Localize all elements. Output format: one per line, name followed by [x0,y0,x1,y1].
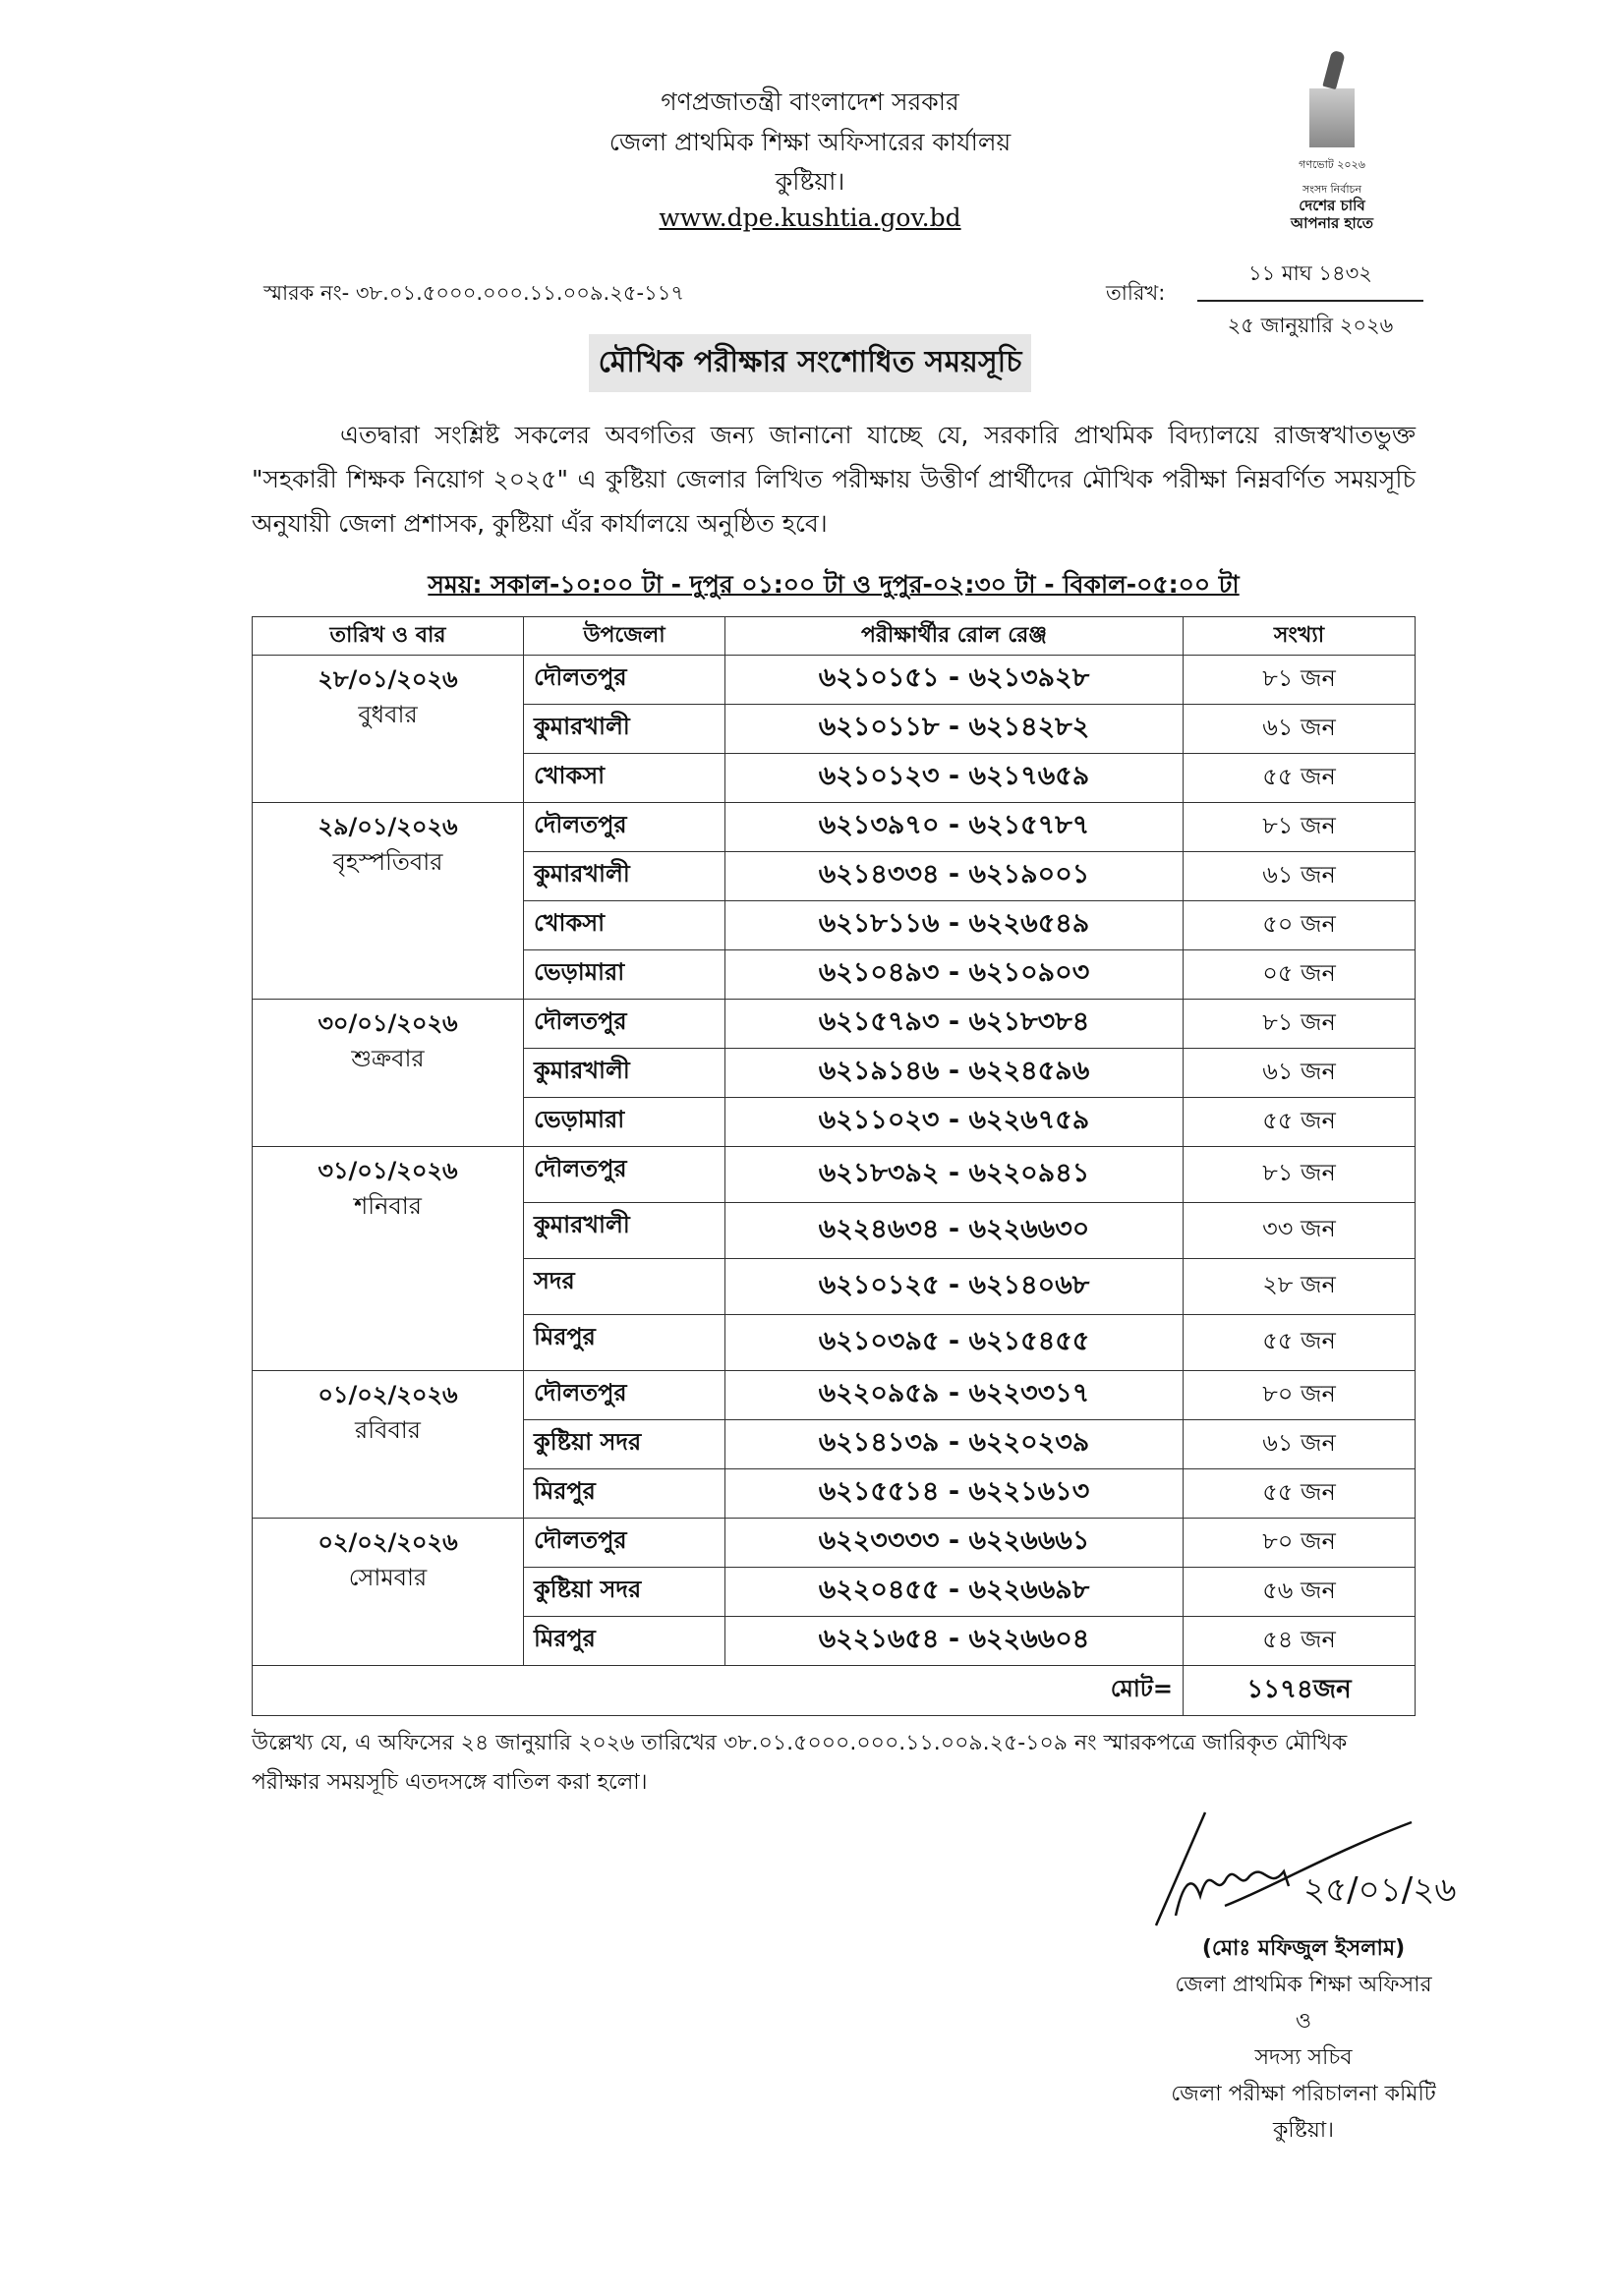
website-link[interactable]: www.dpe.kushtia.gov.bd [659,203,961,232]
count-cell: ৫৬ জন [1184,1568,1416,1617]
count-cell: ৬১ জন [1184,1420,1416,1469]
logo-slogan: আপনার হাতে [1291,214,1373,232]
upazila-cell: কুমারখালী [524,1203,725,1259]
count-cell: ৮০ জন [1184,1371,1416,1420]
upazila-cell: দৌলতপুর [524,1147,725,1203]
roll-range-cell: ৬২১৩৯৭০ - ৬২১৫৭৮৭ [725,803,1184,852]
roll-range-cell: ৬২১১০২৩ - ৬২২৬৭৫৯ [725,1098,1184,1147]
upazila-cell: সদর [524,1259,725,1315]
table-row [253,656,1416,705]
count-cell: ৬১ জন [1184,852,1416,901]
table-row [253,803,1416,852]
exam-day: বৃহস্পতিবার [332,848,443,876]
schedule-table [252,616,1416,1716]
date-cell [253,803,524,1000]
roll-range-cell: ৬২১০১২৫ - ৬২১৪০৬৮ [725,1259,1184,1315]
roll-range-cell: ৬২২০৯৫৯ - ৬২২৩৩১৭ [725,1371,1184,1420]
roll-range-cell: ৬২১০১১৮ - ৬২১৪২৮২ [725,705,1184,754]
col-count: সংখ্যা [1184,617,1416,656]
election-logo [1268,49,1396,232]
count-cell: ৮১ জন [1184,656,1416,705]
signatory-and: ও [1295,2009,1312,2034]
col-upazila: উপজেলা [524,617,725,656]
exam-date: ৩১/০১/২০২৬ [318,1157,458,1184]
note: উল্লেখ্য যে, এ অফিসের ২৪ জানুয়ারি ২০২৬ তারিখের ৩৮.০১.৫০০০.০০০.১১.০০৯.২৫-১০৯ নং স্মারকপত্রে জারিকৃত মৌখিক পরীক্ষার সময়সূচি এতদসঙ্গে বাতিল করা হলো। [252,1731,1348,1795]
ballot-box-icon [1309,88,1355,147]
table-row [253,1000,1416,1049]
count-cell: ৮১ জন [1184,1147,1416,1203]
table-row [253,1371,1416,1420]
roll-range-cell: ৬২১৮৩৯২ - ৬২২০৯৪১ [725,1147,1184,1203]
date-cell [253,1519,524,1666]
date-cell [253,1371,524,1519]
signatory-name: (মোঃ মফিজুল ইসলাম) [1201,1936,1406,1961]
exam-day: বুধবার [358,701,418,728]
total-value: ১১৭৪জন [1184,1666,1416,1716]
upazila-cell: মিরপুর [524,1617,725,1666]
table-header-row [253,617,1416,656]
roll-range-cell: ৬২১৫৫১৪ - ৬২২১৬১৩ [725,1469,1184,1519]
count-cell: ২৮ জন [1184,1259,1416,1315]
count-cell: ৫৪ জন [1184,1617,1416,1666]
exam-date: ০২/০২/২০২৬ [318,1528,458,1556]
upazila-cell: দৌলতপুর [524,1371,725,1420]
roll-range-cell: ৬২১০৪৯৩ - ৬২১০৯০৩ [725,950,1184,1000]
roll-range-cell: ৬২১০১২৩ - ৬২১৭৬৫৯ [725,754,1184,803]
office-location: কুষ্টিয়া। [775,167,845,196]
roll-range-cell: ৬২১৮১১৬ - ৬২২৬৫৪৯ [725,901,1184,950]
roll-range-cell: ৬২১৪৩৩৪ - ৬২১৯০০১ [725,852,1184,901]
exam-time: সময়: সকাল-১০:০০ টা - দুপুর ০১:০০ টা ও দুপুর-০২:৩০ টা - বিকাল-০৫:০০ টা [428,570,1240,599]
count-cell: ৫৫ জন [1184,1469,1416,1519]
date-cell [253,656,524,803]
logo-text: সংসদ নির্বাচন [1302,183,1362,196]
exam-date: ২৮/০১/২০২৬ [318,665,458,693]
count-cell: ৮১ জন [1184,1000,1416,1049]
upazila-cell: কুমারখালী [524,705,725,754]
time-line [252,567,1416,603]
table-row [253,1147,1416,1203]
document-body [252,413,1457,2149]
date-gregorian: ২৫ জানুয়ারি ২০২৬ [1227,314,1394,337]
count-cell: ৩৩ জন [1184,1203,1416,1259]
document-title: মৌখিক পরীক্ষার সংশোধিত সময়সূচি [589,334,1032,392]
signature-block [1009,1803,1598,2149]
logo-slogan: দেশের চাবি [1299,197,1365,214]
roll-range-cell: ৬২২৪৬৩৪ - ৬২২৬৬৩০ [725,1203,1184,1259]
signature [1117,1803,1490,1930]
signatory-place: কুষ্টিয়া। [1272,2118,1335,2143]
exam-day: শনিবার [354,1192,422,1220]
exam-day: রবিবার [355,1416,421,1444]
exam-day: সোমবার [348,1564,428,1591]
count-cell: ৮০ জন [1184,1519,1416,1568]
signature-date: ২৫/০১/২৬ [1303,1870,1457,1910]
upazila-cell: খোকসা [524,754,725,803]
count-cell: ৬১ জন [1184,1049,1416,1098]
date-block [1197,258,1423,344]
document-title-wrap [0,334,1620,392]
upazila-cell: ভেড়ামারা [524,1098,725,1147]
signatory-role: সদস্য সচিব [1254,2045,1353,2070]
count-cell: ৫৫ জন [1184,754,1416,803]
date-cell [253,1000,524,1147]
count-cell: ৮১ জন [1184,803,1416,852]
upazila-cell: কুমারখালী [524,1049,725,1098]
logo-text: গণভোট ২০২৬ [1299,158,1365,171]
upazila-cell: মিরপুর [524,1315,725,1371]
roll-range-cell: ৬২২১৬৫৪ - ৬২২৬৬০৪ [725,1617,1184,1666]
govt-name: গণপ্রজাতন্ত্রী বাংলাদেশ সরকার [661,87,959,116]
roll-range-cell: ৬২২০৪৫৫ - ৬২২৬৬৯৮ [725,1568,1184,1617]
memo-number: স্মারক নং- ৩৮.০১.৫০০০.০০০.১১.০০৯.২৫-১১৭ [263,281,684,305]
office-name: জেলা প্রাথমিক শিক্ষা অফিসারের কার্যালয় [608,128,1012,156]
date-label: তারিখ: [1106,281,1166,305]
date-bangla: ১১ মাঘ ১৪৩২ [1197,258,1423,302]
upazila-cell: ভেড়ামারা [524,950,725,1000]
signatory-committee: জেলা পরীক্ষা পরিচালনা কমিটি [1171,2082,1436,2106]
body-paragraph [252,413,1416,545]
roll-range-cell: ৬২২৩৩৩৩ - ৬২২৬৬৬১ [725,1519,1184,1568]
roll-range-cell: ৬২১০৩৯৫ - ৬২১৫৪৫৫ [725,1315,1184,1371]
exam-date: ২৯/০১/২০২৬ [318,813,458,840]
roll-range-cell: ৬২১০১৫১ - ৬২১৩৯২৮ [725,656,1184,705]
count-cell: ০৫ জন [1184,950,1416,1000]
table-row [253,1519,1416,1568]
paragraph-text: এতদ্বারা সংশ্লিষ্ট সকলের অবগতির জন্য জানানো যাচ্ছে যে, সরকারি প্রাথমিক বিদ্যালয়ে রাজস্বখাতভুক্ত "সহকারী শিক্ষক নিয়োগ ২০২৫" এ কুষ্টিয়া জেলার লিখিত পরীক্ষায় উত্তীর্ণ প্রার্থীদের মৌখিক পরীক্ষা নিম্নবর্ণিত সময়সূচি অনুযায়ী জেলা প্রশাসক, কুষ্টিয়া এঁর কার্যালয়ে অনুষ্ঠিত হবে। [252,421,1416,538]
upazila-cell: কুমারখালী [524,852,725,901]
exam-date: ০১/০২/২০২৬ [318,1381,458,1408]
total-label: মোট= [253,1666,1184,1716]
date-cell [253,1147,524,1371]
upazila-cell: খোকসা [524,901,725,950]
upazila-cell: দৌলতপুর [524,1519,725,1568]
roll-range-cell: ৬২১৯১৪৬ - ৬২২৪৫৯৬ [725,1049,1184,1098]
upazila-cell: কুষ্টিয়া সদর [524,1568,725,1617]
upazila-cell: দৌলতপুর [524,1000,725,1049]
count-cell: ৫৫ জন [1184,1098,1416,1147]
roll-range-cell: ৬২১৫৭৯৩ - ৬২১৮৩৮৪ [725,1000,1184,1049]
signatory-designation: জেলা প্রাথমিক শিক্ষা অফিসার [1175,1973,1432,1997]
count-cell: ৫০ জন [1184,901,1416,950]
exam-date: ৩০/০১/২০২৬ [318,1009,458,1037]
upazila-cell: কুষ্টিয়া সদর [524,1420,725,1469]
exam-day: শুক্রবার [351,1045,425,1072]
count-cell: ৫৫ জন [1184,1315,1416,1371]
roll-range-cell: ৬২১৪১৩৯ - ৬২২০২৩৯ [725,1420,1184,1469]
count-cell: ৬১ জন [1184,705,1416,754]
total-row [253,1666,1416,1716]
upazila-cell: দৌলতপুর [524,656,725,705]
upazila-cell: দৌলতপুর [524,803,725,852]
upazila-cell: মিরপুর [524,1469,725,1519]
col-roll-range: পরীক্ষার্থীর রোল রেঞ্জ [725,617,1184,656]
col-date: তারিখ ও বার [253,617,524,656]
